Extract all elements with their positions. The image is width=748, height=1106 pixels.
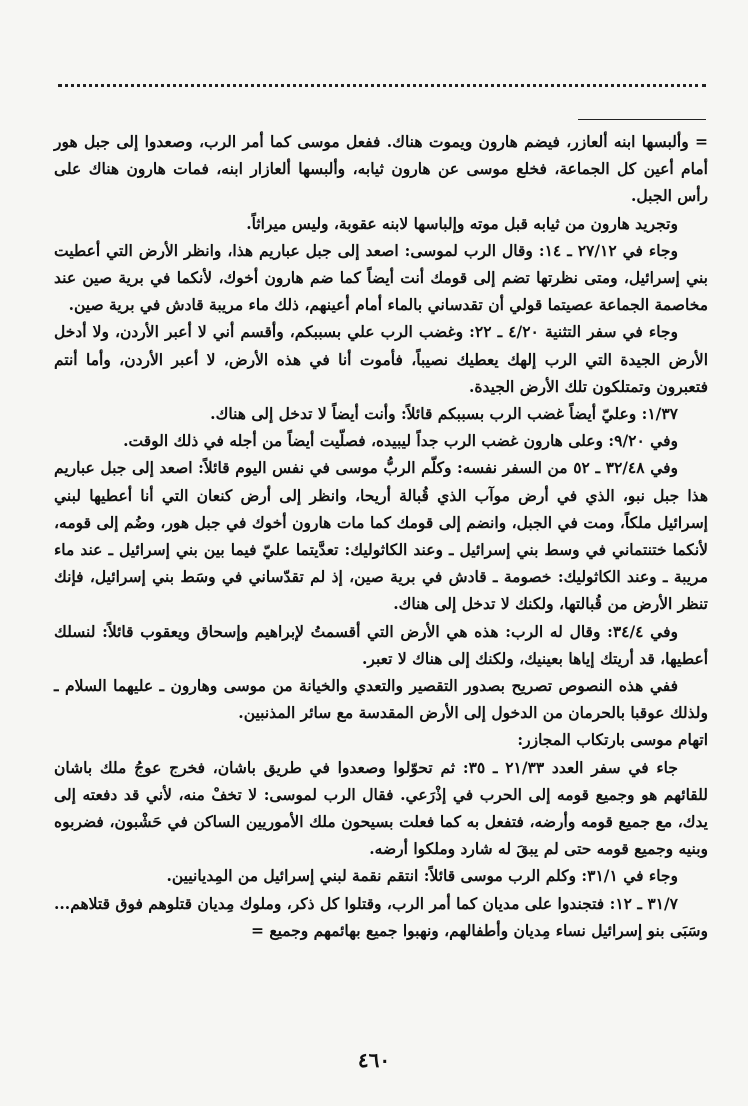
page-number: ٤٦٠ <box>357 1048 391 1072</box>
paragraph: وتجريد هارون من ثيابه قبل موته وإلباسها لابنه عقوبة، وليس ميراثاً. <box>246 213 678 233</box>
paragraph: وجاء في سفر التثنية ٤/٢٠ ـ ٢٢: وغضب الرب علي بسببكم، وأقسم أني لا أعبر الأردن، ولا أدخل الأرض الجيدة التي الرب إلهك يعطيك نصيباً، فأموت أنا في هذه الأرض، لا أعبر الأردن، وأما أنتم فتعبرون وتمتلكون تلك الأرض الجيدة. <box>54 322 708 396</box>
paragraph: ٣١/٧ ـ ١٢: فتجندوا على مديان كما أمر الرب، وقتلوا كل ذكر، وملوك مِديان قتلوهم فوق قتلاهم... وسَبَى بنو إسرائيل نساء مِديان وأطفالهم، ونهبوا جميع بهائمهم وجميع = <box>54 893 708 940</box>
main-text <box>54 128 708 944</box>
paragraph: وفي ٩/٢٠: وعلى هارون غضب الرب جداً ليبيده، فصلّيت أيضاً من أجله في ذلك الوقت. <box>123 431 678 451</box>
footnote-separator <box>578 119 706 120</box>
paragraph: جاء في سفر العدد ٢١/٣٣ ـ ٣٥: ثم تحوّلوا وصعدوا في طريق باشان، فخرج عوجُ ملك باشان للقائهم هو وجميع قومه إلى الحرب في إذْرَعي. فقال الرب لموسى: لا تخفْ منه، لأني قد دفعته إلى يدك، مع جميع قومه وأرضه، فتفعل به كما فعلت بسيحون ملك الأموريين الساكن في حَشْبون، فضربوه وبنيه وجميع قومه حتى لم يبقَ له شارد وملكوا أرضه. <box>54 757 708 859</box>
section-heading: اتهام موسى بارتكاب المجازر: <box>517 730 708 750</box>
paragraph: وفي ٣٢/٤٨ ـ ٥٢ من السفر نفسه: وكلّم الربُّ موسى في نفس اليوم قائلاً: اصعد إلى جبل عباريم هذا جبل نبو، الذي في أرض موآب الذي قُبالة أريحا، وانظر إلى أرض كنعان التي أنا أعطيها لبني إسرائيل ملكاً، ومت في الجبل، وانضم إلى قومك كما مات هارون أخوك في جبل هور، وضُم إلى قومه، لأنكما ختنتماني في وسط بني إسرائيل ـ وعند الكاثوليك: تعدَّيتما عليّ فيما بين بني إسرائيل ـ عند ماء مريبة ـ وعند الكاثوليك: خصومة ـ قادش في برية صين، إذ لم تقدّساني في وسَط بني إسرائيل، فإنك تنظر الأرض من قُبالتها، ولكنك لا تدخل إلى هناك. <box>54 458 708 614</box>
paragraph: وفي ٣٤/٤: وقال له الرب: هذه هي الأرض التي أقسمتُ لإبراهيم وإسحاق ويعقوب قائلاً: لنسلك أعطيها، قد أريتك إياها بعينيك، ولكنك إلى هناك لا تعبر. <box>54 621 708 668</box>
paragraph: وجاء في ٣١/١: وكلم الرب موسى قائلاً: انتقم نقمة لبني إسرائيل من المِديانيين. <box>166 866 678 886</box>
dotted-separator <box>58 84 706 87</box>
paragraph: ففي هذه النصوص تصريح بصدور التقصير والتعدي والخيانة من موسى وهارون ـ عليهما السلام ـ ولذلك عوقبا بالحرمان من الدخول إلى الأرض المقدسة مع سائر المذنبين. <box>54 676 708 723</box>
paragraph: ١/٣٧: وعليّ أيضاً غضب الرب بسببكم قائلاً: وأنت أيضاً لا تدخل إلى هناك. <box>210 404 678 424</box>
paragraph: وجاء في ٢٧/١٢ ـ ١٤: وقال الرب لموسى: اصعد إلى جبل عباريم هذا، وانظر الأرض التي أعطيت بني إسرائيل، ومتى نظرتها تضم إلى قومك أنت أيضاً كما ضم هارون أخوك، لأنكما في برية صين عند مخاصمة الجماعة عصيتما قولي أن تقدساني بالماء أمام أعينهم، ذلك ماء مريبة قادش في برية صين. <box>54 240 708 315</box>
paragraph: = وألبسها ابنه ألعازر، فيضم هارون ويموت هناك. ففعل موسى كما أمر الرب، وصعدوا إلى جبل هور أمام أعين كل الجماعة، فخلع موسى عن هارون ثيابه، وألبسها ألعازار ابنه، فمات هارون هناك على رأس الجبل. <box>54 132 708 206</box>
